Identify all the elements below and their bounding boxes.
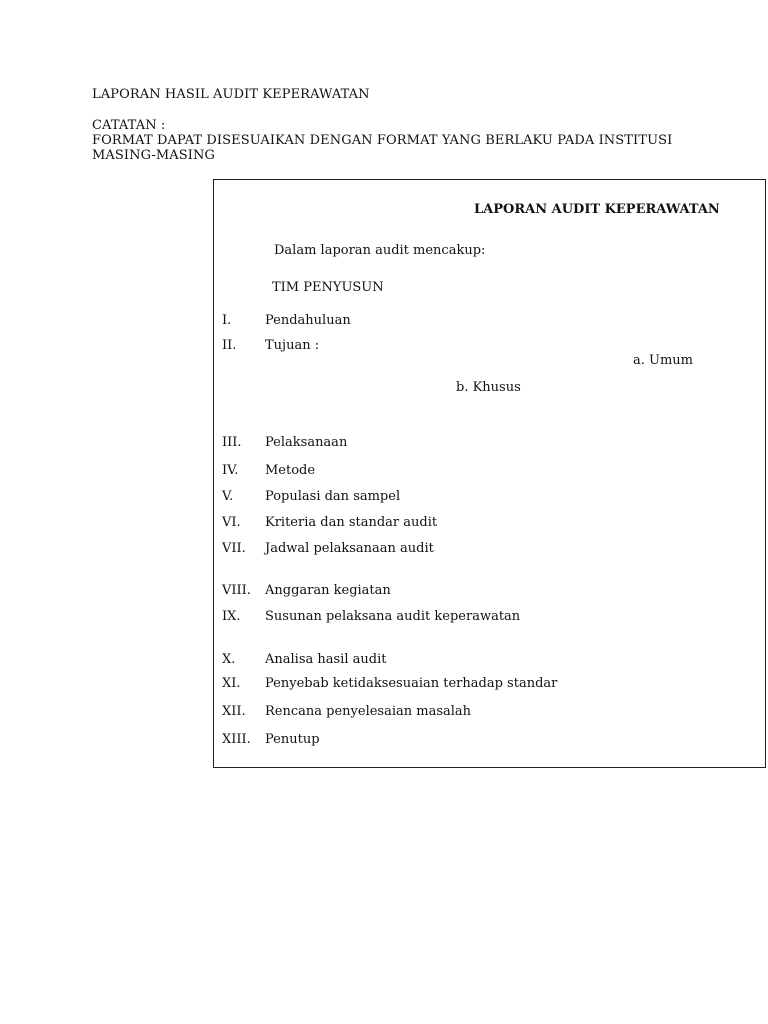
sub-item-khusus: b. Khusus [456, 380, 521, 395]
section-number: X. [222, 652, 236, 667]
section-number: I. [222, 313, 232, 328]
sub-item-umum: a. Umum [633, 353, 693, 368]
note-line-2: MASING-MASING [92, 148, 215, 163]
report-outline-box [213, 179, 766, 768]
section-number: XII. [222, 704, 246, 719]
section-number: VIII. [222, 583, 251, 598]
section-label: Rencana penyelesaian masalah [265, 704, 472, 719]
note-label: CATATAN : [92, 118, 166, 133]
section-number: VII. [222, 541, 246, 556]
section-label: Jadwal pelaksanaan audit [265, 541, 434, 556]
section-label: Penyebab ketidaksesuaian terhadap standar [265, 676, 558, 691]
section-label: Anggaran kegiatan [265, 583, 391, 598]
section-label: Tujuan : [265, 338, 320, 353]
section-label: Metode [265, 463, 316, 478]
section-number: VI. [222, 515, 241, 530]
section-label: Pendahuluan [265, 313, 351, 328]
section-label: Kriteria dan standar audit [265, 515, 438, 530]
section-number: XI. [222, 676, 241, 691]
document-title: LAPORAN HASIL AUDIT KEPERAWATAN [92, 87, 370, 102]
section-label: Pelaksanaan [265, 435, 348, 450]
section-label: Penutup [265, 732, 320, 747]
section-label: Populasi dan sampel [265, 489, 401, 504]
section-number: II. [222, 338, 237, 353]
section-label: Susunan pelaksana audit keperawatan [265, 609, 521, 624]
report-intro: Dalam laporan audit mencakup: [274, 243, 486, 258]
section-number: V. [222, 489, 234, 504]
section-number: IV. [222, 463, 239, 478]
section-number: III. [222, 435, 242, 450]
team-heading: TIM PENYUSUN [272, 280, 384, 295]
section-number: XIII. [222, 732, 251, 747]
section-label: Analisa hasil audit [265, 652, 387, 667]
section-number: IX. [222, 609, 241, 624]
report-title: LAPORAN AUDIT KEPERAWATAN [474, 202, 720, 217]
note-line-1: FORMAT DAPAT DISESUAIKAN DENGAN FORMAT YANG BERLAKU PADA INSTITUSI [92, 133, 673, 148]
